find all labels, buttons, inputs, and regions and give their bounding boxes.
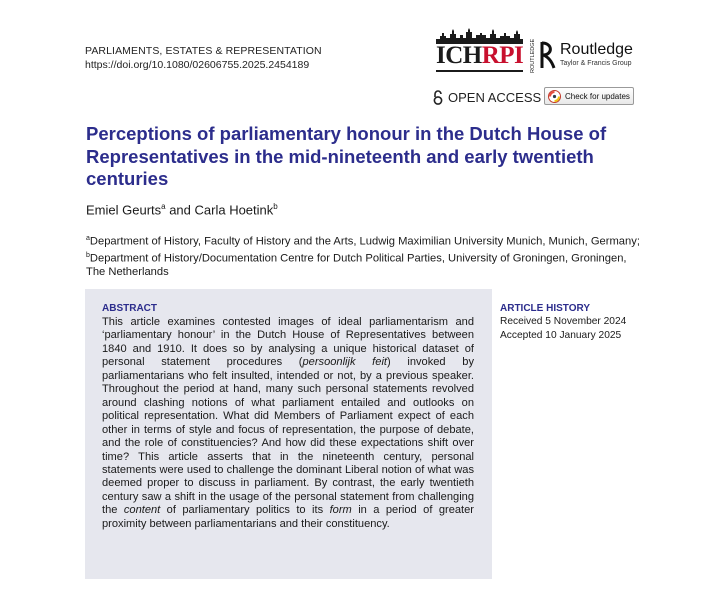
journal-name: PARLIAMENTS, ESTATES & REPRESENTATION [85,45,322,57]
italic-term: content [123,504,161,517]
author-affil-marker: a [161,202,166,211]
abstract-heading: ABSTRACT [102,303,157,314]
author-name[interactable]: Emiel Geurts [86,202,162,218]
author-affil-marker: b [273,202,278,211]
authors-line [86,202,278,217]
accepted-date: Accepted 10 January 2025 [500,330,622,341]
open-access-badge [432,90,541,105]
routledge-subtitle: Taylor & Francis Group [560,60,632,67]
open-lock-icon [432,90,444,105]
ichrpi-logo [436,28,523,74]
check-updates-button[interactable] [544,87,634,105]
affil-marker: a [86,235,90,242]
open-access-label: OPEN ACCESS [448,90,542,105]
author-name[interactable]: Carla Hoetink [194,202,274,218]
abstract-text: This article examines contested images of ideal parliamentarism and ‘parliamentary honour’ in the Dutch House of Representatives between 1840 and 1910. It does so by analysing a unique historical dataset of personal statement procedures (persoonlijk feit) invoked by parliamentarians who felt insulted, intended or not, by a previous speaker. Throughout the period at hand, many such personal statements revolved around clashing notions of what parliament entailed and outlooks on political representation. What did Members of Parliament expect of each other in terms of style and focus of representation, the purpose of debate, and the role of constituencies? And how did these expectations shift over time? This article asserts that in the nineteenth century, personal statements were used to challenge the dominant Liberal notion of what was deemed proper to discuss in parliament. By contrast, the early twentieth century saw a shift in the usage of the personal statement from challenging the content of parliamentary politics to its form in a period of greater proximity between parliamentarians and their constituency. [102,316,474,530]
doi-link[interactable]: https://doi.org/10.1080/02606755.2025.2454189 [85,59,310,71]
routledge-name: Routledge [560,41,633,58]
check-updates-icon [548,90,561,103]
article-history-heading: ARTICLE HISTORY [500,303,591,314]
routledge-vertical-text: ROUTLEDGE [530,38,536,73]
article-title: Perceptions of parliamentary honour in the Dutch House of Representatives in the mid-nineteenth and early twentieth centuries [86,123,607,189]
affil-marker: b [86,251,90,259]
italic-term: form [329,504,352,517]
check-updates-label: Check for updates [565,91,630,101]
author-separator: and [165,202,195,218]
received-date: Received 5 November 2024 [500,316,627,327]
affiliation-a: Department of History, Faculty of History and the Arts, Ludwig Maximilian University Munich, Munich, Germany; [89,235,640,248]
ichrpi-text-2: RPI [481,42,524,69]
affiliation-b: Department of History/Documentation Centre for Dutch Political Parties, University of Groningen, Groningen, The Netherlands [86,252,627,279]
logo-underline [436,70,523,72]
routledge-logo-icon [540,40,556,70]
affiliations [86,232,646,279]
italic-term: persoonlijk feit [302,356,387,369]
ichrpi-text-1: ICH [436,42,482,69]
